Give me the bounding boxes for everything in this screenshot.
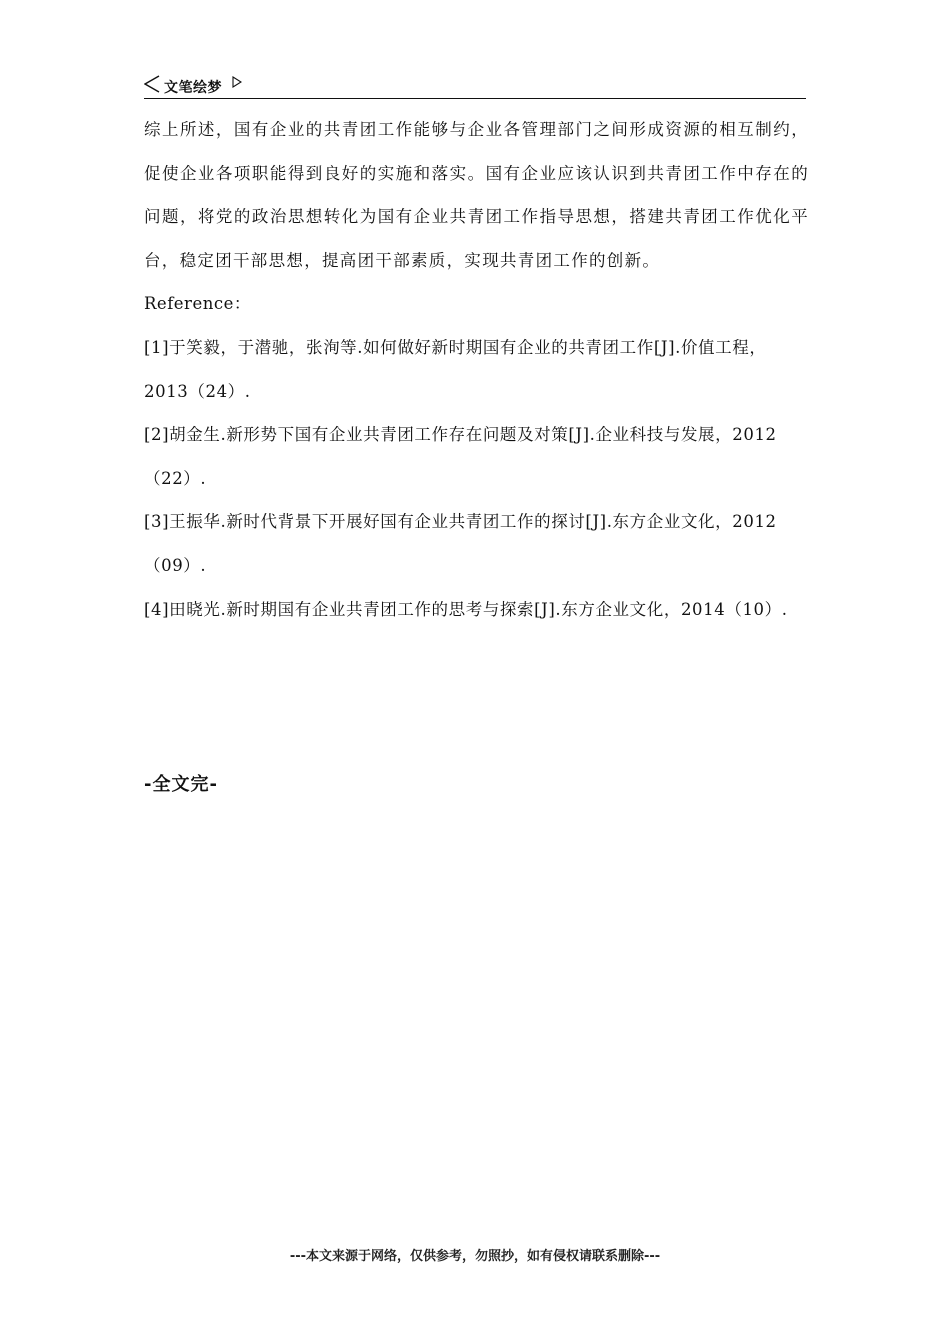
footer-notice: ---本文来源于网络，仅供参考，勿照抄，如有侵权请联系删除---	[289, 1249, 661, 1264]
references-heading: Reference：	[144, 294, 251, 314]
left-triangle-icon	[144, 75, 160, 93]
header-title: 文笔绘梦	[164, 80, 222, 96]
reference-item-1: [1]于笑毅，于潜驰，张洵等.如何做好新时期国有企业的共青团工作[J].价值工程，2013（24）.	[144, 337, 767, 401]
right-triangle-icon	[232, 76, 242, 88]
reference-item-3: [3]王振华.新时代背景下开展好国有企业共青团工作的探讨[J].东方企业文化，2012（09）.	[144, 512, 777, 575]
reference-item-4: [4]田晓光.新时期国有企业共青团工作的思考与探索[J].东方企业文化，2014（10）.	[144, 599, 788, 619]
page-header	[144, 72, 806, 99]
conclusion-paragraph: 综上所述，国有企业的共青团工作能够与企业各管理部门之间形成资源的相互制约，促使企业各项职能得到良好的实施和落实。国有企业应该认识到共青团工作中存在的问题，将党的政治思想转化为国有企业共青团工作指导思想，搭建共青团工作优化平台，稳定团干部思想，提高团干部素质，实现共青团工作的创新。	[144, 120, 809, 270]
reference-item-2: [2]胡金生.新形势下国有企业共青团工作存在问题及对策[J].企业科技与发展，2012（22）.	[144, 425, 777, 488]
end-of-document-mark: -全文完-	[144, 774, 218, 795]
document-body	[144, 108, 809, 631]
